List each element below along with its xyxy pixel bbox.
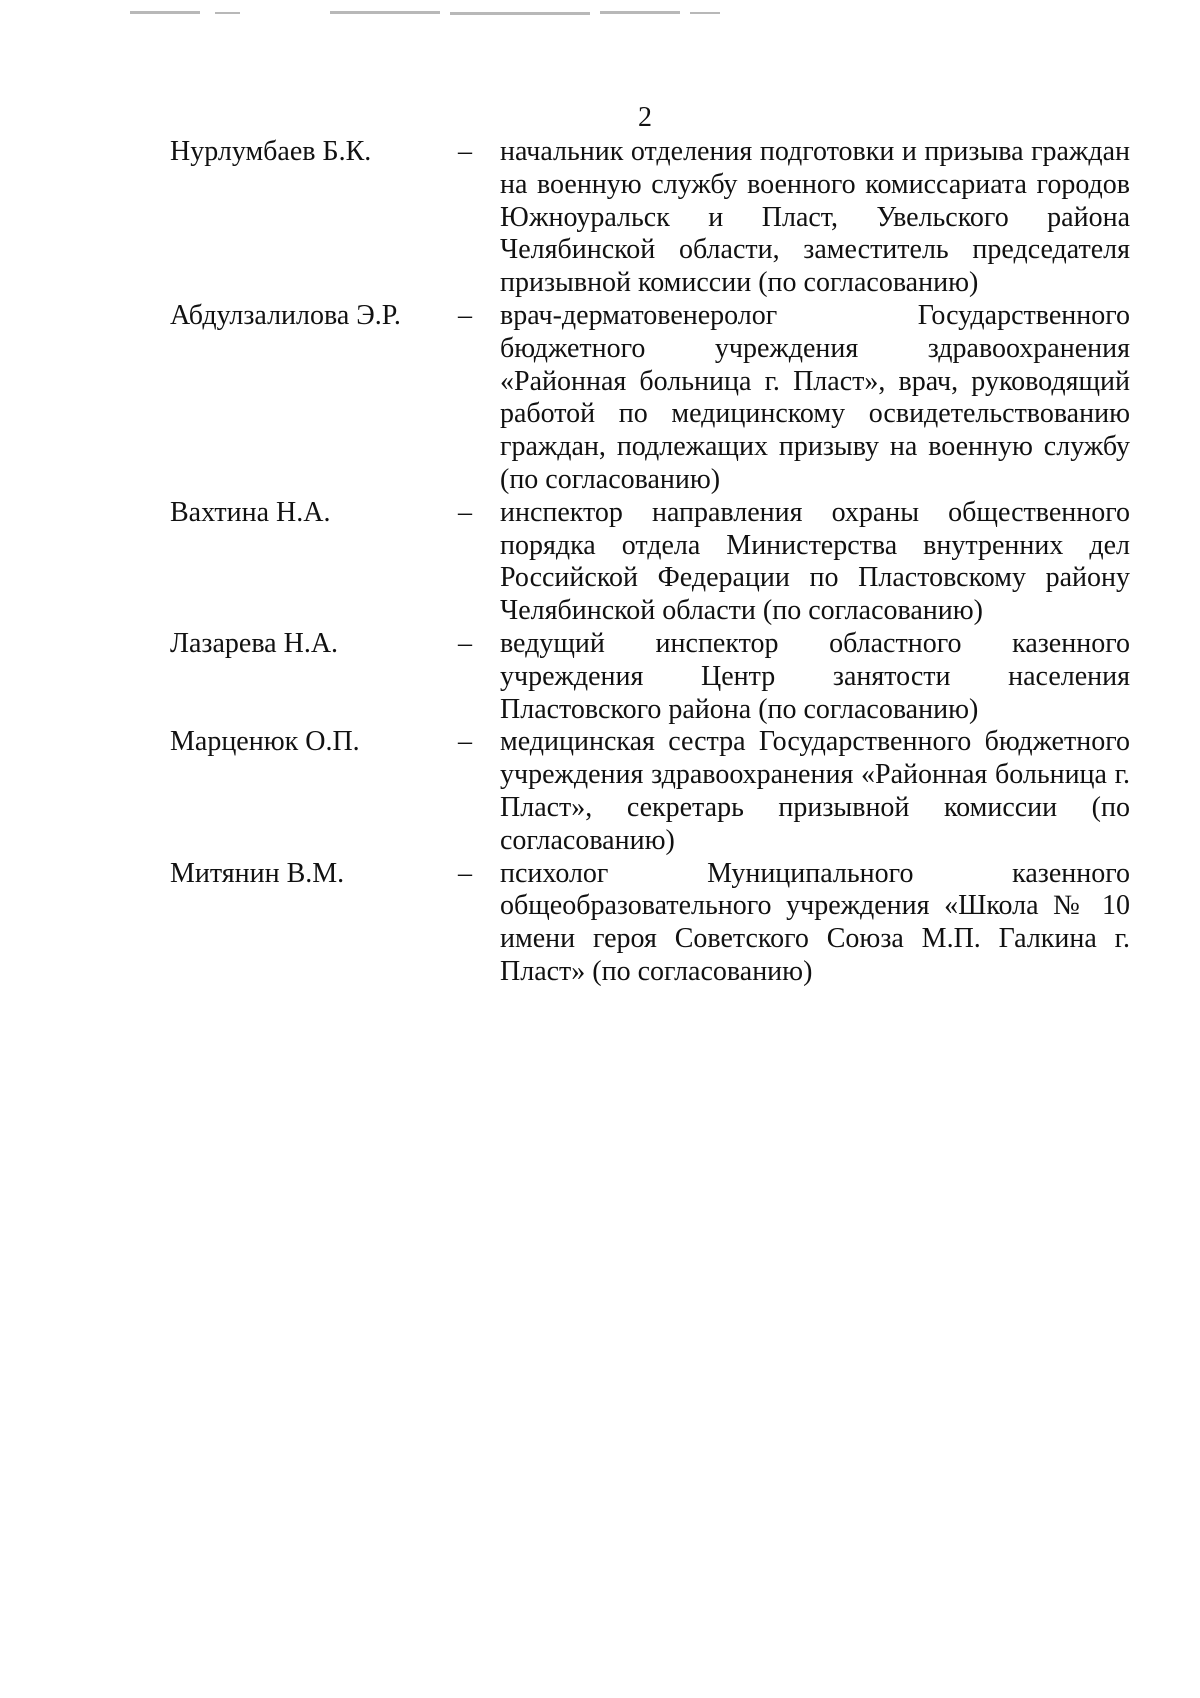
member-name: Абдулзалилова Э.Р. bbox=[170, 299, 401, 331]
dash-separator: – bbox=[458, 299, 472, 331]
member-role: начальник отделения подготовки и призыва граждан на военную службу военного комиссариата городов Южноуральск и Пласт, Увельского района Челябинской области, заместитель председателя призывной комиссии (по согласованию) bbox=[500, 136, 1130, 299]
member-name: Митянин В.М. bbox=[170, 857, 345, 889]
dash-separator: – bbox=[458, 857, 472, 889]
member-row bbox=[170, 726, 1130, 857]
member-role: психолог Муниципального казенного общеобразовательного учреждения «Школа № 10 имени героя Советского Союза М.П. Галкина г. Пласт» (по согласованию) bbox=[500, 857, 1130, 987]
member-row bbox=[170, 300, 1130, 497]
member-role: инспектор направления охраны общественного порядка отдела Министерства внутренних дел Российской Федерации по Пластовскому району Челябинской области (по согласованию) bbox=[500, 496, 1130, 627]
dash-separator: – bbox=[458, 136, 472, 167]
member-row bbox=[170, 497, 1130, 628]
scan-artifact bbox=[130, 8, 830, 18]
member-row bbox=[170, 628, 1130, 726]
member-row bbox=[170, 136, 1130, 300]
member-role: ведущий инспектор областного казенного учреждения Центр занятости населения Пластовского района (по согласованию) bbox=[500, 627, 1130, 725]
member-name: Лазарева Н.А. bbox=[170, 627, 339, 659]
dash-separator: – bbox=[458, 496, 472, 528]
page-number: 2 bbox=[638, 102, 652, 133]
member-name: Марценюк О.П. bbox=[170, 726, 360, 758]
member-name: Нурлумбаев Б.К. bbox=[170, 136, 372, 167]
member-role: врач-дерматовенеролог Государственного бюджетного учреждения здравоохранения «Районная больница г. Пласт», врач, руководящий работой по медицинскому освидетельствованию граждан, подлежащих призыву на военную службу (по согласованию) bbox=[500, 299, 1130, 495]
dash-separator: – bbox=[458, 627, 472, 659]
member-role: медицинская сестра Государственного бюджетного учреждения здравоохранения «Районная больница г. Пласт», секретарь призывной комиссии (по согласованию) bbox=[500, 726, 1130, 856]
dash-separator: – bbox=[458, 726, 472, 758]
member-row bbox=[170, 858, 1130, 989]
member-name: Вахтина Н.А. bbox=[170, 496, 331, 528]
commission-member-list bbox=[170, 136, 1130, 989]
